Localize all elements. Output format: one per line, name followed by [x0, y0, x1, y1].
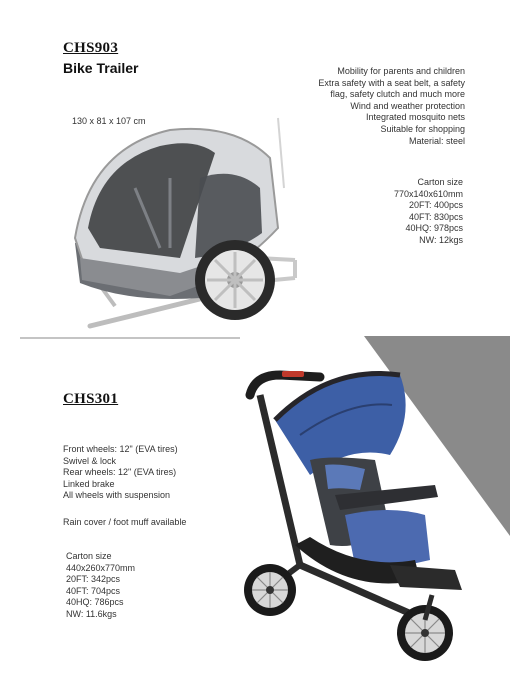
- feature-line: Front wheels: 12" (EVA tires): [63, 444, 178, 454]
- product1-code: CHS903: [63, 40, 119, 56]
- product1-carton: [313, 177, 463, 247]
- feature-line: Suitable for shopping: [380, 123, 465, 134]
- feature-line: Linked brake: [63, 478, 115, 489]
- feature-line: Mobility for parents and children: [337, 66, 465, 76]
- feature-line: Extra safety with a seat belt, a safety: [318, 77, 465, 88]
- carton-line: 20FT: 342pcs: [66, 574, 121, 585]
- carton-line: 20FT: 400pcs: [408, 200, 463, 211]
- product2-carton: [66, 551, 135, 621]
- product1-dimensions: 130 x 81 x 107 cm: [72, 116, 146, 126]
- carton-line: NW: 12kgs: [419, 234, 463, 245]
- carton-line: 770x140x610mm: [393, 188, 463, 199]
- product1-name: Bike Trailer: [63, 60, 139, 76]
- product2-extra: Rain cover / foot muff available: [63, 517, 187, 527]
- carton-line: 40HQ: 978pcs: [405, 223, 463, 234]
- feature-line: Material: steel: [408, 135, 465, 146]
- product2-code: CHS301: [63, 391, 119, 407]
- jogging-stroller-image: [240, 365, 470, 675]
- feature-line: All wheels with suspension: [63, 490, 171, 501]
- feature-line: Swivel & lock: [63, 455, 117, 466]
- feature-line: flag, safety clutch and much more: [330, 89, 465, 100]
- feature-line: Wind and weather protection: [350, 100, 465, 111]
- bike-trailer-image: [20, 108, 310, 340]
- product2-features: [63, 444, 178, 502]
- carton-line: Carton size: [417, 177, 463, 187]
- carton-line: Carton size: [66, 551, 112, 561]
- carton-line: 40HQ: 786pcs: [66, 597, 124, 608]
- feature-line: Integrated mosquito nets: [365, 112, 465, 123]
- carton-line: 440x260x770mm: [66, 562, 136, 573]
- carton-line: NW: 11.6kgs: [66, 608, 117, 619]
- carton-line: 40FT: 704pcs: [66, 585, 121, 596]
- carton-line: 40FT: 830pcs: [408, 211, 463, 222]
- feature-line: Rear wheels: 12" (EVA tires): [63, 467, 177, 478]
